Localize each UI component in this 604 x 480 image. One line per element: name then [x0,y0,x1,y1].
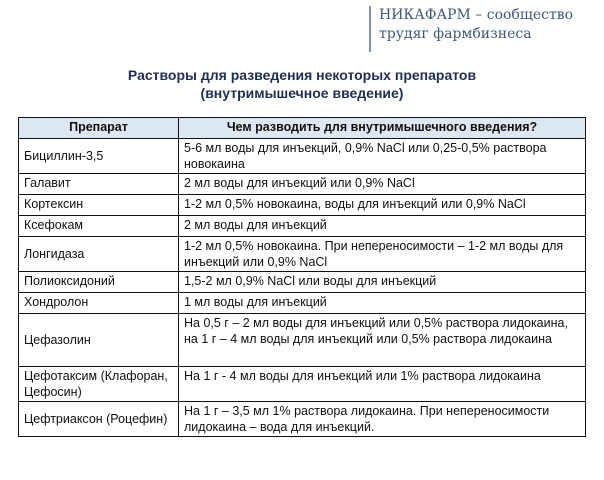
table-row [19,195,586,216]
solvent-cell: На 0,5 г – 2 мл воды для инъекций или 0,5% раствора лидокаина, на 1 г – 4 мл воды для инъекций или 0,5% раствора лидокаина [179,314,586,367]
title-line-1: Растворы для разведения некоторых препаратов [127,67,477,83]
drug-cell: Галавит [19,174,179,195]
solvent-cell: 1 мл воды для инъекций [179,293,586,314]
table-row [19,216,586,237]
table-row [19,272,586,293]
table-row [19,367,586,402]
solvent-cell: 1-2 мл 0,5% новокаина, воды для инъекций или 0,9% NaCl [179,195,586,216]
solvent-cell: 2 мл воды для инъекций или 0,9% NaCl [179,174,586,195]
drug-cell: Ксефокам [19,216,179,237]
table-row [19,174,586,195]
drug-cell: Цефазолин [19,314,179,367]
table-row [19,237,586,272]
table-header-row [19,118,586,139]
drug-cell: Полиоксидоний [19,272,179,293]
drug-cell: Цефтриаксон (Роцефин) [19,402,179,437]
solvent-cell: На 1 г – 3,5 мл 1% раствора лидокаина. При непереносимости лидокаина – вода для инъекций. [179,402,586,437]
drug-cell: Бициллин-3,5 [19,139,179,174]
solvent-cell: 1-2 мл 0,5% новокаина. При непереносимости – 1-2 мл воды для инъекций или 0,9% NaCl [179,237,586,272]
brand-block [369,6,574,52]
page-title [0,66,604,102]
drug-cell: Цефотаксим (Клафоран, Цефосин) [19,367,179,402]
solvent-cell: 5-6 мл воды для инъекций, 0,9% NaCl или 0,25-0,5% раствора новокаина [179,139,586,174]
brand-line-2: трудяг фармбизнеса [379,26,532,42]
title-line-2: (внутримышечное введение) [200,85,404,101]
solvent-cell: 1,5-2 мл 0,9% NaCl или воды для инъекций [179,272,586,293]
solvent-cell: 2 мл воды для инъекций [179,216,586,237]
brand-line-1: НИКАФАРМ – сообщество [379,7,574,23]
header-solvent: Чем разводить для внутримышечного введения? [179,118,586,139]
drug-cell: Кортексин [19,195,179,216]
drug-cell: Хондролон [19,293,179,314]
drug-table [18,117,586,437]
table-row [19,314,586,367]
drug-cell: Лонгидаза [19,237,179,272]
table-row [19,139,586,174]
header-drug: Препарат [19,118,179,139]
solvent-cell: На 1 г - 4 мл воды для инъекций или 1% раствора лидокаина [179,367,586,402]
table-row [19,402,586,437]
table-row [19,293,586,314]
